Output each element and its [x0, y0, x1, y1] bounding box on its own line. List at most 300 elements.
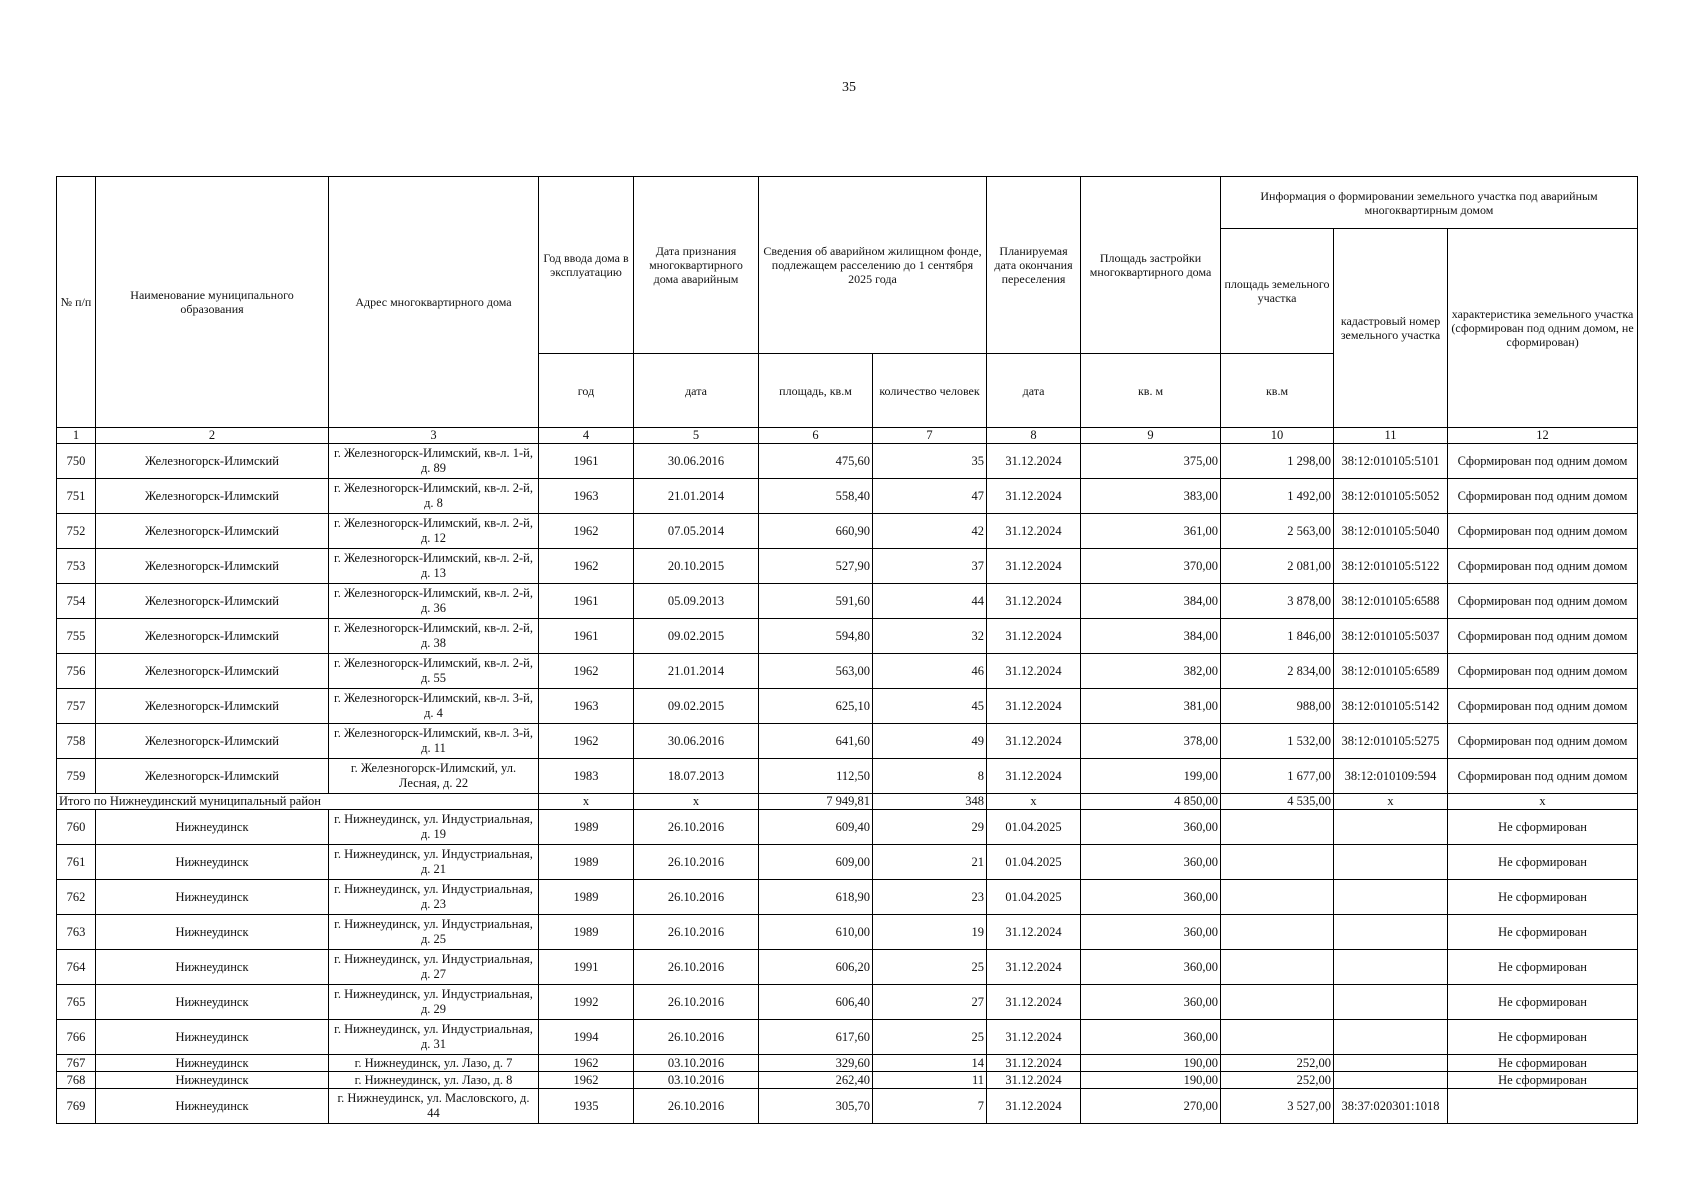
header-address: Адрес многоквартирного дома [329, 177, 539, 428]
address-cell: г. Нижнеудинск, ул. Индустриальная, д. 23 [329, 880, 539, 915]
column-number: 11 [1334, 428, 1448, 444]
building-area-cell: 384,00 [1081, 584, 1221, 619]
cadastral-cell [1334, 915, 1448, 950]
year-cell: 1962 [539, 654, 634, 689]
municipality-cell: Железногорск-Илимский [96, 759, 329, 794]
land-character-cell: Не сформирован [1448, 1055, 1638, 1072]
address-cell: г. Нижнеудинск, ул. Индустриальная, д. 21 [329, 845, 539, 880]
land-area-cell [1221, 985, 1334, 1020]
building-area-cell: 199,00 [1081, 759, 1221, 794]
area-cell: 606,40 [759, 985, 873, 1020]
column-number: 3 [329, 428, 539, 444]
planned-date-cell: 31.12.2024 [987, 1055, 1081, 1072]
table-row [57, 759, 1638, 794]
recognition-date-cell: 26.10.2016 [634, 845, 759, 880]
municipality-cell: Железногорск-Илимский [96, 619, 329, 654]
row-number: 760 [57, 810, 96, 845]
total-land: 4 535,00 [1221, 794, 1334, 810]
address-cell: г. Нижнеудинск, ул. Лазо, д. 8 [329, 1072, 539, 1089]
table-row [57, 950, 1638, 985]
planned-date-cell: 31.12.2024 [987, 1020, 1081, 1055]
building-area-cell: 360,00 [1081, 845, 1221, 880]
header-unit-year: год [539, 354, 634, 428]
page-number: 35 [842, 80, 856, 95]
land-character-cell: Сформирован под одним домом [1448, 479, 1638, 514]
cadastral-cell [1334, 1072, 1448, 1089]
area-cell: 625,10 [759, 689, 873, 724]
recognition-date-cell: 26.10.2016 [634, 950, 759, 985]
planned-date-cell: 31.12.2024 [987, 915, 1081, 950]
total-row [57, 794, 1638, 810]
year-cell: 1961 [539, 584, 634, 619]
total-cad: x [1334, 794, 1448, 810]
year-cell: 1962 [539, 1055, 634, 1072]
people-cell: 46 [873, 654, 987, 689]
table-row [57, 880, 1638, 915]
row-number: 762 [57, 880, 96, 915]
municipality-cell: Железногорск-Илимский [96, 549, 329, 584]
year-cell: 1983 [539, 759, 634, 794]
land-area-cell [1221, 950, 1334, 985]
people-cell: 35 [873, 444, 987, 479]
cadastral-cell [1334, 810, 1448, 845]
cadastral-cell [1334, 1020, 1448, 1055]
municipality-cell: Нижнеудинск [96, 1089, 329, 1124]
area-cell: 558,40 [759, 479, 873, 514]
planned-date-cell: 31.12.2024 [987, 759, 1081, 794]
recognition-date-cell: 03.10.2016 [634, 1055, 759, 1072]
land-area-cell: 252,00 [1221, 1072, 1334, 1089]
cadastral-cell [1334, 1055, 1448, 1072]
header-planned-date: Планируемая дата окончания переселения [987, 177, 1081, 354]
header-emergency-fund: Сведения об аварийном жилищном фонде, подлежащем расселению до 1 сентября 2025 года [759, 177, 987, 354]
people-cell: 45 [873, 689, 987, 724]
municipality-cell: Нижнеудинск [96, 845, 329, 880]
planned-date-cell: 31.12.2024 [987, 1072, 1081, 1089]
row-number: 755 [57, 619, 96, 654]
land-character-cell: Не сформирован [1448, 950, 1638, 985]
land-area-cell: 2 834,00 [1221, 654, 1334, 689]
table-row [57, 584, 1638, 619]
column-number: 9 [1081, 428, 1221, 444]
cadastral-cell: 38:37:020301:1018 [1334, 1089, 1448, 1124]
cadastral-cell [1334, 845, 1448, 880]
people-cell: 14 [873, 1055, 987, 1072]
land-character-cell: Не сформирован [1448, 810, 1638, 845]
land-character-cell: Не сформирован [1448, 1020, 1638, 1055]
building-area-cell: 190,00 [1081, 1072, 1221, 1089]
planned-date-cell: 01.04.2025 [987, 810, 1081, 845]
total-build: 4 850,00 [1081, 794, 1221, 810]
land-character-cell: Сформирован под одним домом [1448, 689, 1638, 724]
planned-date-cell: 31.12.2024 [987, 444, 1081, 479]
people-cell: 29 [873, 810, 987, 845]
header-recognition-date: Дата признания многоквартирного дома аварийным [634, 177, 759, 354]
area-cell: 617,60 [759, 1020, 873, 1055]
area-cell: 610,00 [759, 915, 873, 950]
address-cell: г. Нижнеудинск, ул. Индустриальная, д. 31 [329, 1020, 539, 1055]
recognition-date-cell: 07.05.2014 [634, 514, 759, 549]
header-unit-kvm2: кв.м [1221, 354, 1334, 428]
address-cell: г. Нижнеудинск, ул. Индустриальная, д. 27 [329, 950, 539, 985]
area-cell: 563,00 [759, 654, 873, 689]
building-area-cell: 360,00 [1081, 985, 1221, 1020]
year-cell: 1962 [539, 514, 634, 549]
address-cell: г. Железногорск-Илимский, кв-л. 2-й, д. 36 [329, 584, 539, 619]
municipality-cell: Железногорск-Илимский [96, 724, 329, 759]
table-row [57, 654, 1638, 689]
land-character-cell: Сформирован под одним домом [1448, 654, 1638, 689]
row-number: 756 [57, 654, 96, 689]
total-label: Итого по Нижнеудинский муниципальный район [57, 794, 539, 810]
table-row [57, 810, 1638, 845]
municipality-cell: Нижнеудинск [96, 985, 329, 1020]
people-cell: 44 [873, 584, 987, 619]
people-cell: 25 [873, 950, 987, 985]
column-number-row [57, 428, 1638, 444]
address-cell: г. Железногорск-Илимский, кв-л. 2-й, д. 38 [329, 619, 539, 654]
area-cell: 329,60 [759, 1055, 873, 1072]
row-number: 754 [57, 584, 96, 619]
address-cell: г. Железногорск-Илимский, кв-л. 3-й, д. 11 [329, 724, 539, 759]
address-cell: г. Железногорск-Илимский, кв-л. 1-й, д. 89 [329, 444, 539, 479]
people-cell: 27 [873, 985, 987, 1020]
municipality-cell: Нижнеудинск [96, 950, 329, 985]
address-cell: г. Железногорск-Илимский, кв-л. 2-й, д. 12 [329, 514, 539, 549]
area-cell: 618,90 [759, 880, 873, 915]
municipality-cell: Нижнеудинск [96, 810, 329, 845]
table-header [57, 177, 1638, 428]
building-area-cell: 375,00 [1081, 444, 1221, 479]
row-number: 766 [57, 1020, 96, 1055]
planned-date-cell: 31.12.2024 [987, 985, 1081, 1020]
land-area-cell: 252,00 [1221, 1055, 1334, 1072]
planned-date-cell: 31.12.2024 [987, 724, 1081, 759]
planned-date-cell: 01.04.2025 [987, 880, 1081, 915]
area-cell: 606,20 [759, 950, 873, 985]
year-cell: 1963 [539, 479, 634, 514]
header-num: № п/п [57, 177, 96, 428]
table-row [57, 724, 1638, 759]
cadastral-cell: 38:12:010109:594 [1334, 759, 1448, 794]
people-cell: 37 [873, 549, 987, 584]
table-row [57, 985, 1638, 1020]
building-area-cell: 384,00 [1081, 619, 1221, 654]
recognition-date-cell: 26.10.2016 [634, 915, 759, 950]
land-character-cell: Сформирован под одним домом [1448, 549, 1638, 584]
cadastral-cell [1334, 985, 1448, 1020]
year-cell: 1935 [539, 1089, 634, 1124]
planned-date-cell: 31.12.2024 [987, 654, 1081, 689]
address-cell: г. Железногорск-Илимский, кв-л. 3-й, д. 4 [329, 689, 539, 724]
municipality-cell: Железногорск-Илимский [96, 654, 329, 689]
land-character-cell: Не сформирован [1448, 1072, 1638, 1089]
municipality-cell: Железногорск-Илимский [96, 479, 329, 514]
table-row [57, 1089, 1638, 1124]
municipality-cell: Железногорск-Илимский [96, 689, 329, 724]
municipality-cell: Нижнеудинск [96, 1020, 329, 1055]
row-number: 764 [57, 950, 96, 985]
planned-date-cell: 31.12.2024 [987, 584, 1081, 619]
table-row [57, 619, 1638, 654]
land-character-cell: Не сформирован [1448, 915, 1638, 950]
building-area-cell: 361,00 [1081, 514, 1221, 549]
cadastral-cell: 38:12:010105:5275 [1334, 724, 1448, 759]
area-cell: 660,90 [759, 514, 873, 549]
building-area-cell: 190,00 [1081, 1055, 1221, 1072]
cadastral-cell [1334, 950, 1448, 985]
row-number: 752 [57, 514, 96, 549]
table-row [57, 915, 1638, 950]
planned-date-cell: 31.12.2024 [987, 619, 1081, 654]
planned-date-cell: 31.12.2024 [987, 549, 1081, 584]
recognition-date-cell: 05.09.2013 [634, 584, 759, 619]
row-number: 758 [57, 724, 96, 759]
people-cell: 32 [873, 619, 987, 654]
land-character-cell: Сформирован под одним домом [1448, 724, 1638, 759]
recognition-date-cell: 09.02.2015 [634, 619, 759, 654]
people-cell: 49 [873, 724, 987, 759]
municipality-cell: Нижнеудинск [96, 1072, 329, 1089]
row-number: 757 [57, 689, 96, 724]
land-area-cell: 988,00 [1221, 689, 1334, 724]
header-cadastral: кадастровый номер земельного участка [1334, 229, 1448, 428]
emergency-housing-table [56, 176, 1638, 1124]
cadastral-cell [1334, 880, 1448, 915]
cadastral-cell: 38:12:010105:5040 [1334, 514, 1448, 549]
building-area-cell: 360,00 [1081, 1020, 1221, 1055]
table-row [57, 1020, 1638, 1055]
building-area-cell: 381,00 [1081, 689, 1221, 724]
planned-date-cell: 01.04.2025 [987, 845, 1081, 880]
year-cell: 1962 [539, 1072, 634, 1089]
recognition-date-cell: 26.10.2016 [634, 880, 759, 915]
people-cell: 25 [873, 1020, 987, 1055]
cadastral-cell: 38:12:010105:6588 [1334, 584, 1448, 619]
year-cell: 1994 [539, 1020, 634, 1055]
address-cell: г. Железногорск-Илимский, ул. Лесная, д. 22 [329, 759, 539, 794]
area-cell: 527,90 [759, 549, 873, 584]
table-row [57, 514, 1638, 549]
row-number: 759 [57, 759, 96, 794]
year-cell: 1991 [539, 950, 634, 985]
column-number: 2 [96, 428, 329, 444]
address-cell: г. Железногорск-Илимский, кв-л. 2-й, д. 13 [329, 549, 539, 584]
address-cell: г. Нижнеудинск, ул. Масловского, д. 44 [329, 1089, 539, 1124]
building-area-cell: 270,00 [1081, 1089, 1221, 1124]
municipality-cell: Железногорск-Илимский [96, 514, 329, 549]
row-number: 763 [57, 915, 96, 950]
land-character-cell: Сформирован под одним домом [1448, 619, 1638, 654]
cadastral-cell: 38:12:010105:5101 [1334, 444, 1448, 479]
people-cell: 42 [873, 514, 987, 549]
area-cell: 112,50 [759, 759, 873, 794]
total-people: 348 [873, 794, 987, 810]
municipality-cell: Нижнеудинск [96, 1055, 329, 1072]
land-area-cell: 1 677,00 [1221, 759, 1334, 794]
year-cell: 1989 [539, 880, 634, 915]
header-building-area: Площадь застройки многоквартирного дома [1081, 177, 1221, 354]
total-area: 7 949,81 [759, 794, 873, 810]
land-character-cell: Сформирован под одним домом [1448, 514, 1638, 549]
table-row [57, 1055, 1638, 1072]
header-year: Год ввода дома в эксплуатацию [539, 177, 634, 354]
total-plan: x [987, 794, 1081, 810]
address-cell: г. Нижнеудинск, ул. Индустриальная, д. 19 [329, 810, 539, 845]
table-body [57, 428, 1638, 1124]
land-character-cell: Сформирован под одним домом [1448, 444, 1638, 479]
planned-date-cell: 31.12.2024 [987, 1089, 1081, 1124]
recognition-date-cell: 21.01.2014 [634, 654, 759, 689]
land-area-cell: 3 527,00 [1221, 1089, 1334, 1124]
area-cell: 609,00 [759, 845, 873, 880]
column-number: 7 [873, 428, 987, 444]
total-year: x [539, 794, 634, 810]
recognition-date-cell: 30.06.2016 [634, 444, 759, 479]
column-number: 6 [759, 428, 873, 444]
land-area-cell [1221, 845, 1334, 880]
recognition-date-cell: 30.06.2016 [634, 724, 759, 759]
table-row [57, 479, 1638, 514]
land-area-cell: 2 081,00 [1221, 549, 1334, 584]
year-cell: 1989 [539, 915, 634, 950]
cadastral-cell: 38:12:010105:5037 [1334, 619, 1448, 654]
row-number: 769 [57, 1089, 96, 1124]
recognition-date-cell: 20.10.2015 [634, 549, 759, 584]
municipality-cell: Нижнеудинск [96, 880, 329, 915]
building-area-cell: 382,00 [1081, 654, 1221, 689]
land-area-cell [1221, 880, 1334, 915]
land-character-cell: Не сформирован [1448, 985, 1638, 1020]
land-area-cell: 1 492,00 [1221, 479, 1334, 514]
recognition-date-cell: 26.10.2016 [634, 810, 759, 845]
header-land-area: площадь земельного участка [1221, 229, 1334, 354]
recognition-date-cell: 26.10.2016 [634, 1089, 759, 1124]
year-cell: 1962 [539, 549, 634, 584]
year-cell: 1989 [539, 810, 634, 845]
land-character-cell: Сформирован под одним домом [1448, 759, 1638, 794]
people-cell: 19 [873, 915, 987, 950]
land-character-cell: Сформирован под одним домом [1448, 584, 1638, 619]
land-character-cell [1448, 1089, 1638, 1124]
area-cell: 641,60 [759, 724, 873, 759]
address-cell: г. Нижнеудинск, ул. Индустриальная, д. 29 [329, 985, 539, 1020]
people-cell: 23 [873, 880, 987, 915]
header-unit-date2: дата [987, 354, 1081, 428]
row-number: 753 [57, 549, 96, 584]
column-number: 5 [634, 428, 759, 444]
table-row [57, 845, 1638, 880]
table-row [57, 1072, 1638, 1089]
municipality-cell: Железногорск-Илимский [96, 584, 329, 619]
building-area-cell: 383,00 [1081, 479, 1221, 514]
people-cell: 7 [873, 1089, 987, 1124]
row-number: 765 [57, 985, 96, 1020]
address-cell: г. Железногорск-Илимский, кв-л. 2-й, д. 8 [329, 479, 539, 514]
planned-date-cell: 31.12.2024 [987, 689, 1081, 724]
column-number: 12 [1448, 428, 1638, 444]
cadastral-cell: 38:12:010105:6589 [1334, 654, 1448, 689]
table-row [57, 549, 1638, 584]
table-row [57, 444, 1638, 479]
area-cell: 475,60 [759, 444, 873, 479]
header-land-character: характеристика земельного участка (сформирован под одним домом, не сформирован) [1448, 229, 1638, 428]
year-cell: 1962 [539, 724, 634, 759]
land-area-cell: 2 563,00 [1221, 514, 1334, 549]
recognition-date-cell: 09.02.2015 [634, 689, 759, 724]
header-land-info: Информация о формировании земельного участка под аварийным многоквартирным домом [1221, 177, 1638, 229]
people-cell: 47 [873, 479, 987, 514]
building-area-cell: 370,00 [1081, 549, 1221, 584]
building-area-cell: 360,00 [1081, 915, 1221, 950]
cadastral-cell: 38:12:010105:5052 [1334, 479, 1448, 514]
column-number: 10 [1221, 428, 1334, 444]
row-number: 767 [57, 1055, 96, 1072]
header-unit-area: площадь, кв.м [759, 354, 873, 428]
row-number: 761 [57, 845, 96, 880]
year-cell: 1963 [539, 689, 634, 724]
header-unit-people: количество человек [873, 354, 987, 428]
column-number: 4 [539, 428, 634, 444]
header-municipality: Наименование муниципального образования [96, 177, 329, 428]
land-area-cell [1221, 1020, 1334, 1055]
building-area-cell: 360,00 [1081, 880, 1221, 915]
building-area-cell: 360,00 [1081, 950, 1221, 985]
land-area-cell: 1 298,00 [1221, 444, 1334, 479]
people-cell: 21 [873, 845, 987, 880]
area-cell: 305,70 [759, 1089, 873, 1124]
cadastral-cell: 38:12:010105:5122 [1334, 549, 1448, 584]
people-cell: 11 [873, 1072, 987, 1089]
land-character-cell: Не сформирован [1448, 880, 1638, 915]
cadastral-cell: 38:12:010105:5142 [1334, 689, 1448, 724]
recognition-date-cell: 21.01.2014 [634, 479, 759, 514]
land-area-cell: 1 846,00 [1221, 619, 1334, 654]
header-unit-date: дата [634, 354, 759, 428]
planned-date-cell: 31.12.2024 [987, 514, 1081, 549]
recognition-date-cell: 18.07.2013 [634, 759, 759, 794]
planned-date-cell: 31.12.2024 [987, 950, 1081, 985]
year-cell: 1992 [539, 985, 634, 1020]
municipality-cell: Нижнеудинск [96, 915, 329, 950]
table-row [57, 689, 1638, 724]
recognition-date-cell: 26.10.2016 [634, 1020, 759, 1055]
address-cell: г. Нижнеудинск, ул. Лазо, д. 7 [329, 1055, 539, 1072]
year-cell: 1961 [539, 619, 634, 654]
land-area-cell [1221, 810, 1334, 845]
building-area-cell: 360,00 [1081, 810, 1221, 845]
address-cell: г. Железногорск-Илимский, кв-л. 2-й, д. 55 [329, 654, 539, 689]
area-cell: 591,60 [759, 584, 873, 619]
building-area-cell: 378,00 [1081, 724, 1221, 759]
address-cell: г. Нижнеудинск, ул. Индустриальная, д. 25 [329, 915, 539, 950]
row-number: 751 [57, 479, 96, 514]
row-number: 750 [57, 444, 96, 479]
planned-date-cell: 31.12.2024 [987, 479, 1081, 514]
total-date: x [634, 794, 759, 810]
municipality-cell: Железногорск-Илимский [96, 444, 329, 479]
column-number: 8 [987, 428, 1081, 444]
row-number: 768 [57, 1072, 96, 1089]
land-area-cell: 1 532,00 [1221, 724, 1334, 759]
year-cell: 1989 [539, 845, 634, 880]
header-unit-kvm: кв. м [1081, 354, 1221, 428]
recognition-date-cell: 26.10.2016 [634, 985, 759, 1020]
area-cell: 609,40 [759, 810, 873, 845]
people-cell: 8 [873, 759, 987, 794]
recognition-date-cell: 03.10.2016 [634, 1072, 759, 1089]
land-area-cell [1221, 915, 1334, 950]
